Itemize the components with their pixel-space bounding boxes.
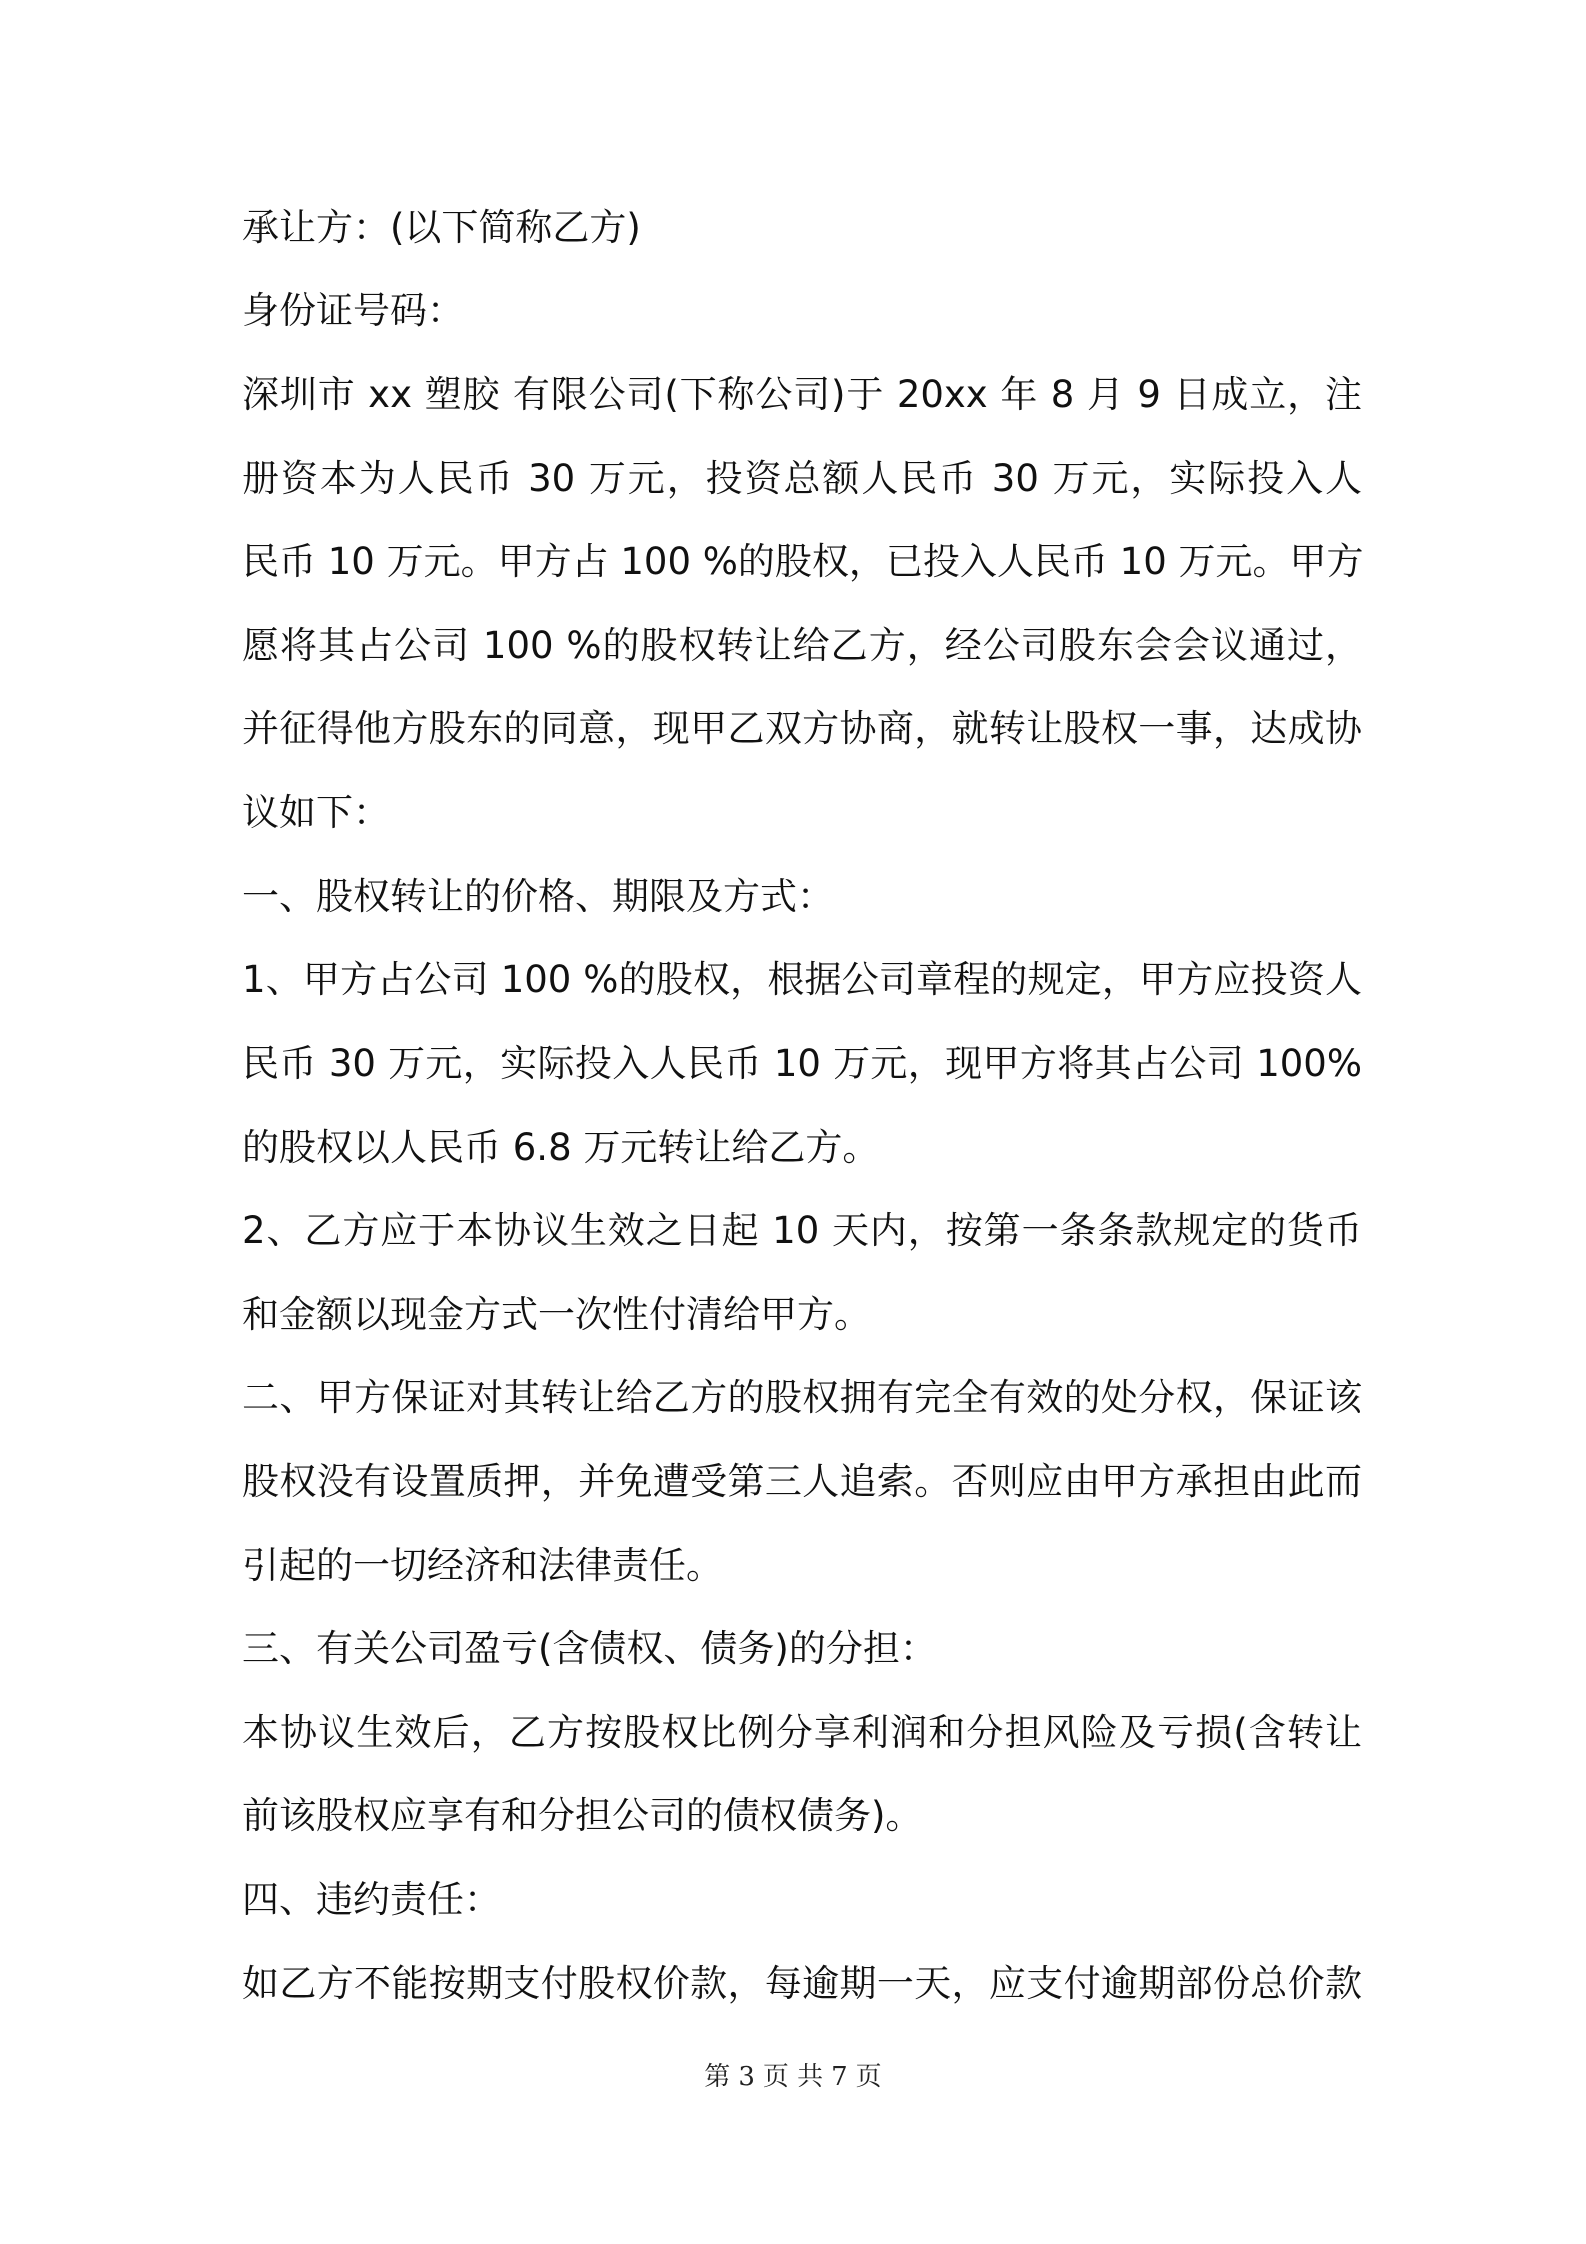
text-line: 引起的一切经济和法律责任。 (242, 1544, 723, 1587)
text-line: 民币 30 万元，实际投入人民币 10 万元，现甲方将其占公司 100% (242, 1042, 1362, 1085)
page-footer (0, 2060, 1586, 2094)
text-line: 本协议生效后，乙方按股权比例分享利润和分担风险及亏损(含转让 (242, 1711, 1362, 1754)
footer-prefix: 第 (704, 2062, 731, 2092)
text-line: 2、乙方应于本协议生效之日起 10 天内，按第一条条款规定的货币 (242, 1209, 1362, 1252)
footer-suffix: 页 (855, 2062, 882, 2092)
section-heading: 四、违约责任： (242, 1878, 501, 1921)
text-line: 身份证号码： (242, 289, 464, 332)
text-line: 并征得他方股东的同意，现甲乙双方协商，就转让股权一事，达成协 (242, 707, 1362, 750)
text-line: 民币 10 万元。甲方占 100 %的股权，已投入人民币 10 万元。甲方 (242, 540, 1364, 583)
text-line: 册资本为人民币 30 万元，投资总额人民币 30 万元，实际投入人 (242, 457, 1362, 500)
text-line: 股权没有设置质押，并免遭受第三人追索。否则应由甲方承担由此而 (242, 1460, 1362, 1503)
text-line: 前该股权应享有和分担公司的债权债务)。 (242, 1794, 923, 1837)
footer-total-pages: 7 (831, 2062, 848, 2092)
text-line: 议如下： (242, 791, 390, 834)
text-line: 和金额以现金方式一次性付清给甲方。 (242, 1293, 871, 1336)
footer-page-number: 3 (738, 2062, 755, 2092)
text-line: 1、甲方占公司 100 %的股权，根据公司章程的规定，甲方应投资人 (242, 958, 1362, 1001)
section-heading: 二、甲方保证对其转让给乙方的股权拥有完全有效的处分权，保证该 (242, 1376, 1362, 1419)
text-line: 深圳市 xx 塑胶 有限公司(下称公司)于 20xx 年 8 月 9 日成立，注 (242, 373, 1362, 416)
text-line: 承让方：(以下简称乙方) (242, 206, 641, 249)
text-line: 愿将其占公司 100 %的股权转让给乙方，经公司股东会会议通过， (242, 624, 1362, 667)
text-line: 的股权以人民币 6.8 万元转让给乙方。 (242, 1126, 880, 1169)
section-heading: 一、股权转让的价格、期限及方式： (242, 875, 834, 918)
section-heading: 三、有关公司盈亏(含债权、债务)的分担： (242, 1627, 937, 1670)
footer-middle: 页 共 (762, 2062, 824, 2092)
text-line: 如乙方不能按期支付股权价款，每逾期一天，应支付逾期部份总价款 (242, 1962, 1362, 2005)
